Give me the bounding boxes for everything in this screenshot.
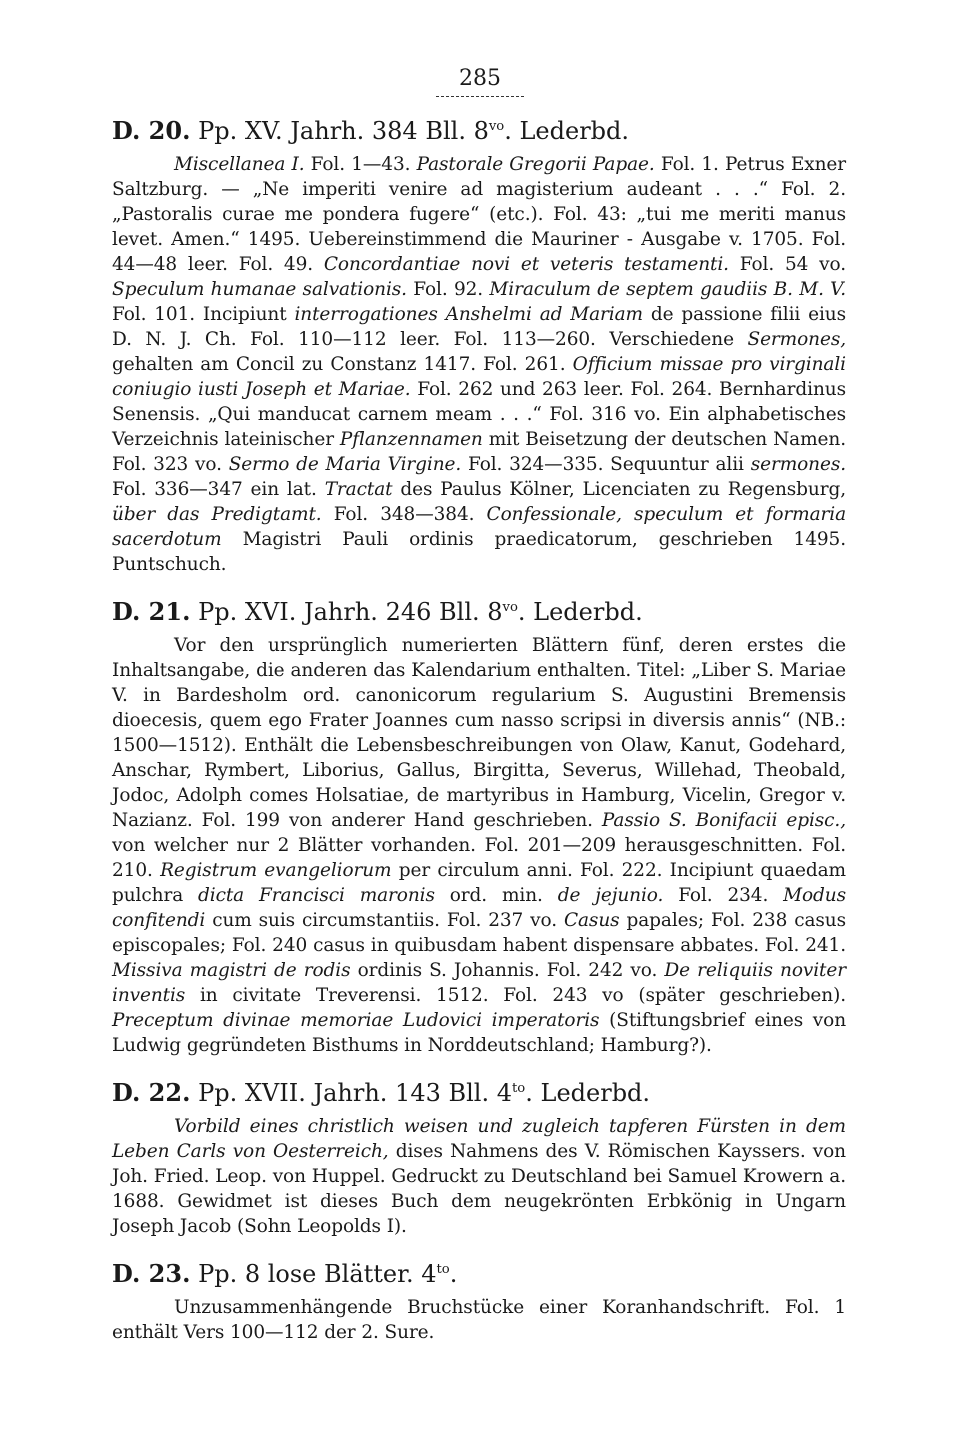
italic-run: Speculum humanae salvationis.	[112, 279, 407, 300]
entry-body	[112, 1295, 846, 1345]
text-run: Fol. 101. Incipiunt	[112, 304, 295, 325]
italic-run: Miscellanea I.	[174, 154, 305, 175]
italic-run: Sermo de Maria Virgine.	[228, 454, 462, 475]
text-run: Vor den ursprünglich numerierten Blättern fünf, deren erstes die Inhaltsangabe, die anderen das Kalendarium enthalten. Titel: „Liber S. Mariae V. in Bardesholm ord. canonicorum regularium S. Augustini Bremensis dioecesis, quem ego Frater Joannes cum nasso scripsi in diversis annis“ (NB.: 1500—1512). Enthält die Lebensbeschreibungen von Olaw, Kanut, Godehard, Anschar, Rymbert, Liborius, Gallus, Birgitta, Severus, Willehad, Theobald, Jodoc, Adolph comes Holsatiae, de martyribus in Hamburg, Vicelin, Gregor v. Nazianz. Fol. 199 von anderer Hand geschrieben.	[112, 635, 846, 831]
entry-heading	[112, 1259, 846, 1289]
text-run: ord. min.	[434, 885, 558, 906]
text-run: per circulum anni. Fol. 222. Incipiunt quaedam pulchra	[112, 860, 846, 906]
text-run: Fol. 1—43.	[304, 154, 417, 175]
text-run: (Stiftungsbrief eines von Ludwig gegründeten Bisthums in Norddeutschland; Hamburg?).	[112, 1010, 847, 1056]
text-run: ordinis S. Johannis. Fol. 242 vo.	[350, 960, 665, 981]
text-run: Fol. 234.	[663, 885, 784, 906]
entry-heading-text: Pp. 8 lose Blätter. 4	[198, 1260, 437, 1288]
text-run: papales; Fol. 238 casus episcopales; Fol. 240 casus in quibusdam habent dispensare abbates. Fol. 241.	[112, 910, 846, 956]
italic-run: Registrum evangeliorum	[160, 860, 392, 881]
entry-heading-text: Pp. XVII. Jahrh. 143 Bll. 4	[198, 1079, 512, 1107]
text-run: Fol. 262 und 263 leer. Fol. 264. Bernhardinus Senensis. „Qui manducat carnem meam . . .“ Fol. 316 vo. Ein alphabetisches Verzeichnis lateinischer	[112, 379, 846, 450]
entry-heading	[112, 1078, 846, 1108]
page-number-text: 285	[459, 66, 501, 91]
italic-run: über das Predigtamt.	[112, 504, 322, 525]
entry-heading-end: . Lederbd.	[525, 1079, 651, 1107]
catalog-entry	[112, 1259, 846, 1345]
italic-run: Sermones,	[747, 329, 846, 350]
text-run: Unzusammenhängende Bruchstücke einer Koranhandschrift. Fol. 1 enthält Vers 100—112 der 2. Sure.	[112, 1297, 846, 1343]
italic-run: Missiva magistri de rodis	[112, 960, 351, 981]
entry-body	[112, 1114, 846, 1239]
italic-run: Concordantiae novi et veteris testamenti.	[323, 254, 729, 275]
text-run: Fol. 348—384.	[321, 504, 487, 525]
text-run: Fol. 336—347 ein lat.	[112, 479, 325, 500]
text-run: Magistri Pauli ordinis praedicatorum, geschrieben 1495. Puntschuch.	[112, 529, 846, 575]
italic-run: dicta Francisci maronis	[198, 885, 435, 906]
entry-body	[112, 633, 846, 1058]
text-run: von welcher nur 2 Blätter vorhanden. Fol. 201—209 herausgeschnitten. Fol. 210.	[112, 835, 846, 881]
entry-format-superscript: to	[512, 1081, 526, 1096]
italic-run: Modus confitendi	[112, 885, 846, 931]
italic-run: Passio S. Bonifacii episc.,	[601, 810, 846, 831]
text-run: gehalten am Concil zu Constanz 1417. Fol. 261.	[112, 354, 573, 375]
page-content	[112, 116, 846, 1365]
italic-run: Tractat	[324, 479, 393, 500]
entry-signature: D. 20.	[112, 116, 191, 145]
entry-heading-end: . Lederbd.	[504, 117, 630, 145]
italic-run: de jejunio.	[557, 885, 664, 906]
catalog-entry	[112, 597, 846, 1058]
italic-run: Confessionale, speculum et formaria sacerdotum	[112, 504, 847, 550]
text-run: mit Beisetzung der deutschen Namen. Fol. 323 vo.	[112, 429, 846, 475]
text-run: Fol. 324—335. Sequuntur alii	[461, 454, 751, 475]
text-run: Fol. 1. Petrus Exner Saltzburg. — „Ne imperiti venire ad magisterium audeant . . .“ Fol. 2. „Pastoralis curae me pondera fugere“ (etc.). Fol. 43: „tui me meriti manus levet. Amen.“ 1495. Uebereinstimmend die Mauriner - Ausgabe v. 1705. Fol. 44—48 leer. Fol. 49.	[112, 154, 846, 275]
italic-run: Preceptum divinae memoriae Ludovici imperatoris	[112, 1010, 600, 1031]
text-run: cum suis circumstantiis. Fol. 237 vo.	[205, 910, 564, 931]
entry-format-superscript: vo	[502, 600, 518, 615]
entry-heading-end: .	[449, 1260, 458, 1288]
italic-run: Vorbild eines christlich weisen und zugleich tapferen Fürsten in dem Leben Carls von Oesterreich,	[112, 1116, 846, 1162]
italic-run: Officium missae pro virginali coniugio iusti Joseph et Mariae.	[112, 354, 846, 400]
entry-signature: D. 23.	[112, 1259, 191, 1288]
text-run: des Paulus Kölner, Licenciaten zu Regensburg,	[392, 479, 846, 500]
text-run: de passione filii eius D. N. J. Ch. Fol. 110—112 leer. Fol. 113—260. Verschiedene	[112, 304, 846, 350]
entry-signature: D. 22.	[112, 1078, 191, 1107]
page-number	[0, 66, 960, 97]
italic-run: sermones.	[750, 454, 847, 475]
entry-heading-end: . Lederbd.	[517, 598, 643, 626]
italic-run: Pastorale Gregorii Papae.	[416, 154, 655, 175]
italic-run: De reliquiis noviter inventis	[112, 960, 846, 1006]
entry-heading	[112, 597, 846, 627]
text-run: Fol. 54 vo.	[728, 254, 846, 275]
catalog-entry	[112, 116, 846, 577]
entry-signature: D. 21.	[112, 597, 191, 626]
entry-heading	[112, 116, 846, 146]
text-run: in civitate Treverensi. 1512. Fol. 243 vo (später geschrieben).	[185, 985, 846, 1006]
italic-run: Casus	[563, 910, 620, 931]
italic-run: interrogationes Anshelmi ad Mariam	[294, 304, 643, 325]
entry-heading-text: Pp. XVI. Jahrh. 246 Bll. 8	[198, 598, 503, 626]
text-run: Fol. 92.	[406, 279, 490, 300]
italic-run: Miraculum de septem gaudiis B. M. V.	[489, 279, 846, 300]
catalog-entry	[112, 1078, 846, 1239]
entry-format-superscript: to	[436, 1262, 450, 1277]
entry-heading-text: Pp. XV. Jahrh. 384 Bll. 8	[198, 117, 489, 145]
text-run: dises Nahmens des V. Römischen Kayssers. von Joh. Fried. Leop. von Huppel. Gedruckt zu Deutschland bei Samuel Krowern a. 1688. Gewidmet ist dieses Buch dem neugekrönten Erbkönig in Ungarn Joseph Jacob (Sohn Leopolds I).	[112, 1141, 846, 1237]
italic-run: Pflanzennamen	[339, 429, 483, 450]
entry-format-superscript: vo	[488, 119, 505, 134]
entry-body	[112, 152, 846, 577]
page-number-rule	[436, 96, 524, 97]
